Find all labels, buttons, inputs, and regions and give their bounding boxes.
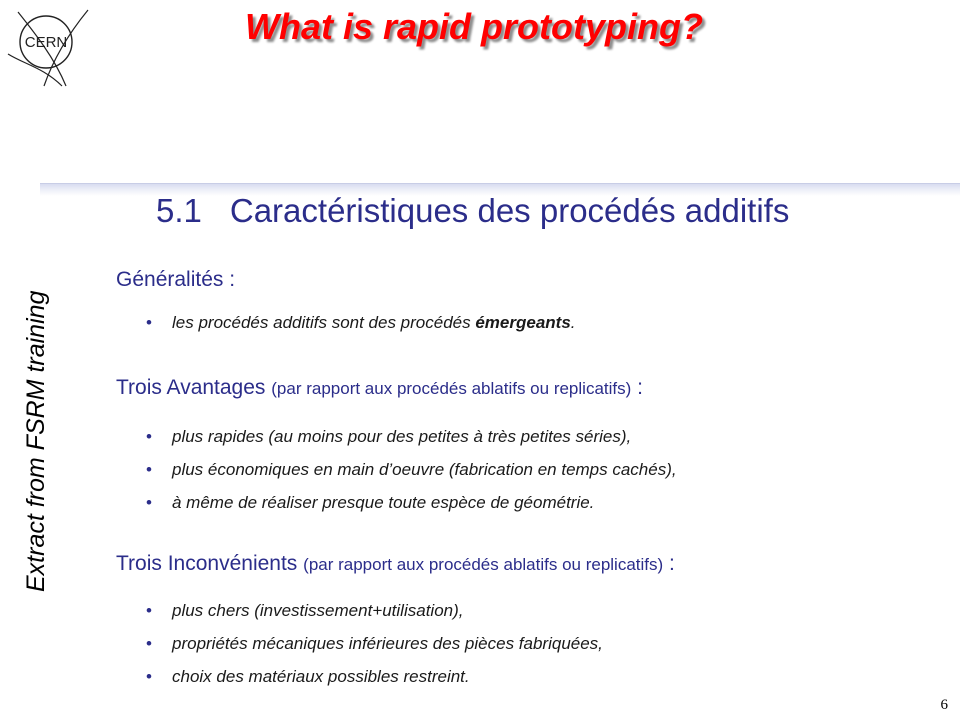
list-item [146, 306, 576, 339]
advantages-heading-main: Trois Avantages [116, 376, 266, 399]
drawbacks-heading [116, 552, 675, 576]
list-item-emphasis: émergeants [475, 313, 571, 332]
list-item-text: plus économiques en main d’oeuvre (fabrication en temps cachés), [172, 460, 677, 479]
list-item [146, 486, 677, 519]
excerpt-image [40, 184, 960, 704]
list-item-text: à même de réaliser presque toute espèce de géométrie. [172, 493, 595, 512]
advantages-list [146, 420, 677, 519]
list-item-text: les procédés additifs sont des procédés [172, 313, 476, 332]
bullet-icon: • [146, 427, 152, 446]
list-item [146, 627, 603, 660]
list-item [146, 594, 603, 627]
list-item [146, 660, 603, 693]
bullet-icon: • [146, 634, 152, 653]
bullet-icon: • [146, 313, 152, 332]
section-title: Caractéristiques des procédés additifs [229, 192, 790, 229]
list-item-text: choix des matériaux possibles restreint. [172, 667, 470, 686]
general-list [146, 306, 576, 339]
list-item [146, 420, 677, 453]
cern-logo-text: CERN [24, 34, 68, 51]
bullet-icon: • [146, 667, 152, 686]
drawbacks-heading-colon: : [669, 552, 675, 575]
advantages-heading-colon: : [637, 376, 643, 399]
bullet-icon: • [146, 601, 152, 620]
section-number: 5.1 [156, 192, 202, 229]
page-number: 6 [940, 697, 948, 713]
advantages-heading [116, 376, 643, 400]
slide-title: What is rapid prototyping? [245, 6, 703, 47]
general-heading: Généralités : [116, 268, 236, 291]
side-note: Extract from FSRM training [22, 290, 50, 592]
list-item-tail: . [570, 313, 576, 332]
advantages-heading-aside: (par rapport aux procédés ablatifs ou replicatifs) [271, 379, 632, 398]
bullet-icon: • [146, 460, 152, 479]
cern-logo [4, 2, 90, 88]
list-item [146, 453, 677, 486]
list-item-text: propriétés mécaniques inférieures des pièces fabriquées, [172, 634, 603, 653]
drawbacks-heading-main: Trois Inconvénients [116, 552, 298, 575]
drawbacks-list [146, 594, 603, 693]
drawbacks-heading-aside: (par rapport aux procédés ablatifs ou replicatifs) [303, 555, 664, 574]
bullet-icon: • [146, 493, 152, 512]
section-heading [156, 192, 789, 230]
list-item-text: plus rapides (au moins pour des petites à très petites séries), [172, 427, 632, 446]
list-item-text: plus chers (investissement+utilisation), [172, 601, 464, 620]
